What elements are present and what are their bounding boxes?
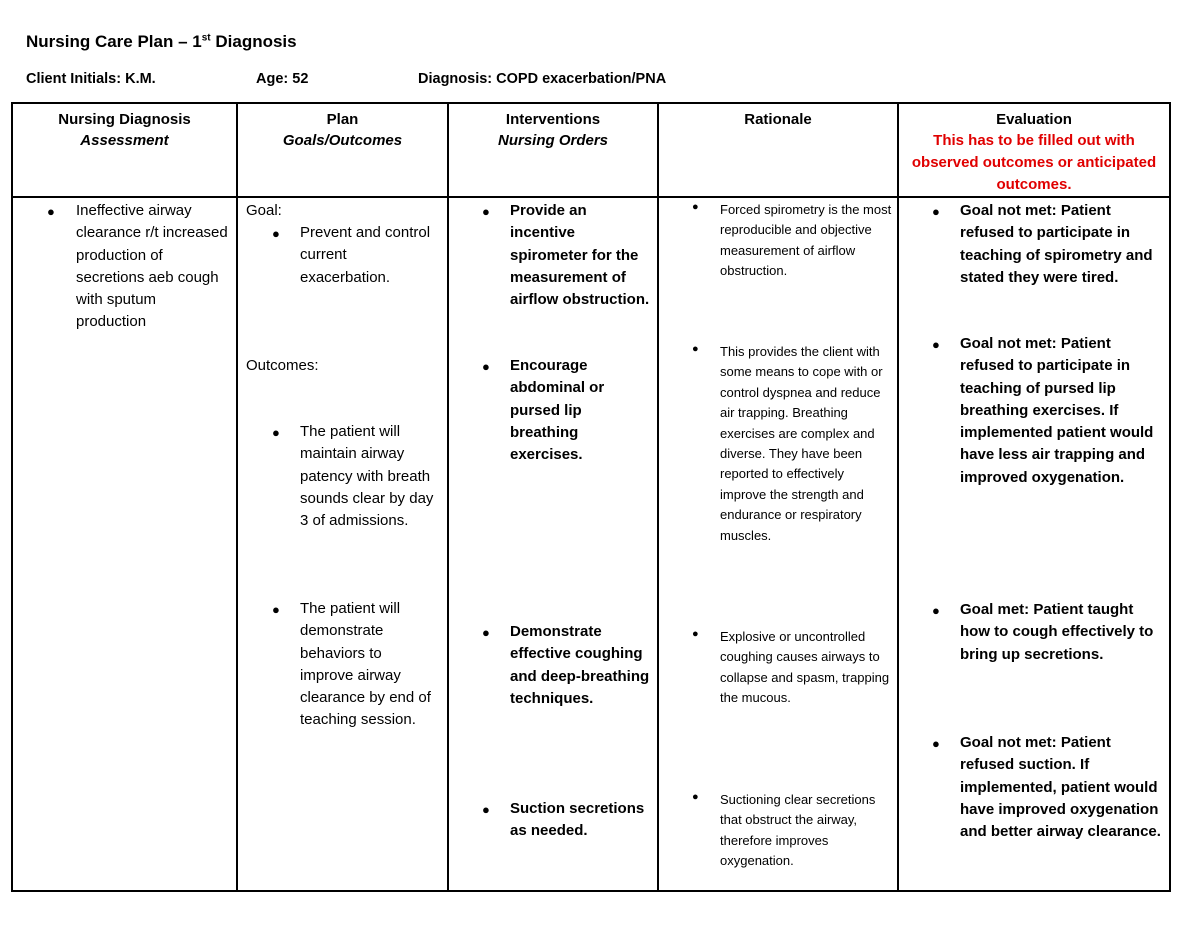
bullet-icon: ● xyxy=(47,204,55,219)
bullet-icon: ● xyxy=(272,226,280,241)
intervention-item: Encourage abdominal or pursed lip breathing exercises. xyxy=(510,357,605,464)
rationale-cell xyxy=(658,197,898,891)
bullet-icon: ● xyxy=(482,625,490,640)
rationale-item: Explosive or uncontrolled coughing causes airways to collapse and spasm, trapping the mucous. xyxy=(720,629,890,706)
evaluation-note: This has to be filled out with observed outcomes or anticipated outcomes. xyxy=(911,132,1157,193)
bullet-icon: ● xyxy=(272,602,280,617)
intervention-item: Demonstrate effective coughing and deep-breathing techniques. xyxy=(510,623,650,707)
body-row xyxy=(12,197,1170,891)
bullet-icon: ● xyxy=(692,628,699,640)
plan-goal: Prevent and control current exacerbation. xyxy=(300,224,431,286)
evaluation-item: Goal not met: Patient refused to participate in teaching of spirometry and stated they were tired. xyxy=(960,202,1153,286)
bullet-icon: ● xyxy=(482,802,490,817)
bullet-icon: ● xyxy=(692,343,699,355)
bullet-icon: ● xyxy=(692,791,699,803)
goal-label: Goal: xyxy=(246,202,282,219)
care-plan-table xyxy=(11,102,1171,892)
plan-cell xyxy=(237,197,448,891)
bullet-icon: ● xyxy=(932,736,940,751)
intervention-item: Provide an incentive spirometer for the measurement of airflow obstruction. xyxy=(510,202,650,309)
header-evaluation: Evaluation This has to be filled out with observed outcomes or anticipated outcomes. xyxy=(898,103,1170,197)
bullet-icon: ● xyxy=(932,204,940,219)
rationale-item: Suctioning clear secretions that obstruct the airway, therefore improves oxygenation. xyxy=(720,792,876,869)
bullet-icon: ● xyxy=(482,359,490,374)
header-interventions: Interventions Nursing Orders xyxy=(448,103,658,197)
evaluation-cell xyxy=(898,197,1170,891)
bullet-icon: ● xyxy=(932,337,940,352)
client-age: Age: 52 xyxy=(256,71,309,87)
header-row xyxy=(12,103,1170,197)
intervention-item: Suction secretions as needed. xyxy=(510,800,645,840)
client-initials: Client Initials: K.M. xyxy=(26,71,156,87)
bullet-icon: ● xyxy=(482,204,490,219)
bullet-icon: ● xyxy=(692,201,699,213)
interventions-cell xyxy=(448,197,658,891)
evaluation-item: Goal met: Patient taught how to cough effectively to bring up secretions. xyxy=(960,601,1154,663)
client-diagnosis: Diagnosis: COPD exacerbation/PNA xyxy=(418,71,667,87)
header-nursing-diagnosis: Nursing Diagnosis Assessment xyxy=(12,103,237,197)
plan-outcome-2: The patient will demonstrate behaviors to improve airway clearance by end of teaching session. xyxy=(300,600,431,729)
plan-outcome-1: The patient will maintain airway patency with breath sounds clear by day 3 of admissions. xyxy=(300,423,434,530)
evaluation-item: Goal not met: Patient refused to participate in teaching of pursed lip breathing exercises. If implemented patient would have less air trapping and improved oxygenation. xyxy=(960,335,1154,486)
header-rationale: Rationale xyxy=(658,103,898,197)
nursing-diagnosis-cell xyxy=(12,197,237,891)
rationale-item: Forced spirometry is the most reproducible and objective measurement of airflow obstruction. xyxy=(720,202,892,279)
evaluation-item: Goal not met: Patient refused suction. If implemented, patient would have improved oxygenation and better airway clearance. xyxy=(960,734,1161,841)
bullet-icon: ● xyxy=(932,603,940,618)
outcomes-label: Outcomes: xyxy=(246,357,319,374)
bullet-icon: ● xyxy=(272,425,280,440)
rationale-item: This provides the client with some means to cope with or control dyspnea and reduce air trapping. Breathing exercises are complex and diverse. They have been reported to effectively improve the strength and endurance or respiratory muscles. xyxy=(720,344,883,543)
page-title: Nursing Care Plan – 1st Diagnosis xyxy=(26,32,297,51)
diagnosis-item: Ineffective airway clearance r/t increased production of secretions aeb cough with sputum production xyxy=(76,202,228,331)
header-plan: Plan Goals/Outcomes xyxy=(237,103,448,197)
